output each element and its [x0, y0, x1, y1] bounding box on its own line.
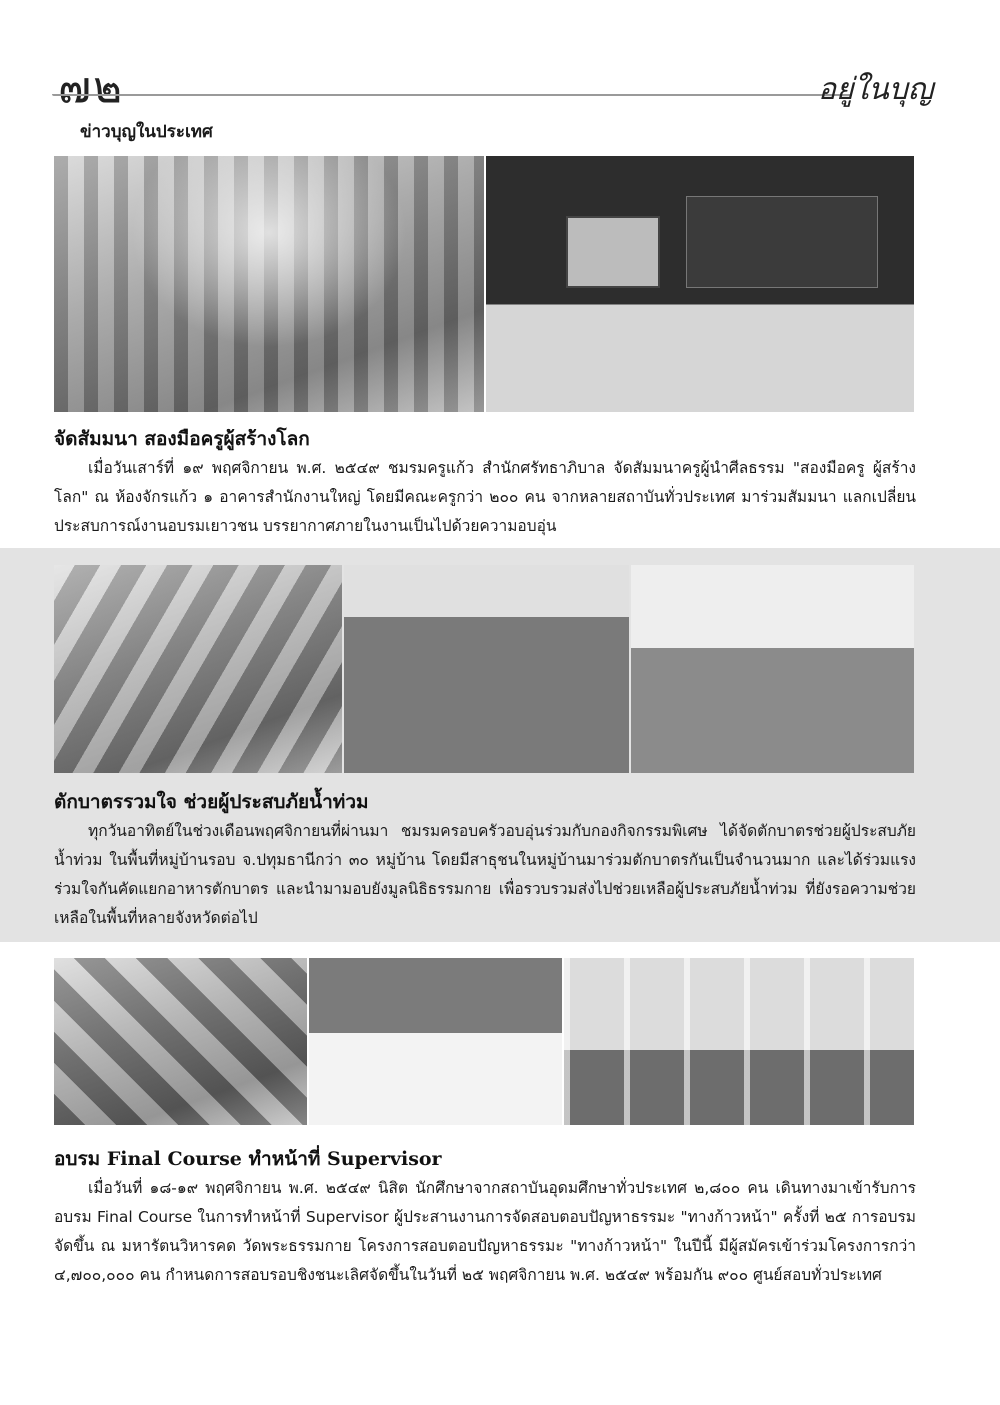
- page-header: [0, 0, 1000, 142]
- seminar-stage-photo: [486, 156, 914, 412]
- header-divider: [52, 94, 852, 96]
- students-group-photo: [309, 958, 562, 1125]
- article-paragraph: ทุกวันอาทิตย์ในช่วงเดือนพฤศจิกายนที่ผ่านมา ชมรมครอบครัวอบอุ่นร่วมกับกองกิจกรรมพิเศษ ได้จัดตักบาตรช่วยผู้ประสบภัยน้ำท่วม ในพื้นที่หมู่บ้านรอบ จ.ปทุมธานีกว่า ๓๐ หมู่บ้าน โดยมีสาธุชนในหมู่บ้านมาร่วมตักบาตรกันเป็นจำนวนมาก และได้ร่วมแรงร่วมใจกันคัดแยกอาหารตักบาตร และนำมามอบยังมูลนิธิธรรมกาย เพื่อรวบรวมส่งไปช่วยเหลือผู้ประสบภัยน้ำท่วม ที่ยังรอความช่วยเหลือในพื้นที่หลายจังหวัดต่อไป: [54, 822, 916, 927]
- village-monks-photo: [631, 565, 914, 773]
- section-title: ข่าวบุญในประเทศ: [80, 122, 213, 142]
- article-title: ตักบาตรรวมใจ ช่วยผู้ประสบภัยน้ำท่วม: [54, 791, 369, 813]
- article-body: [54, 1174, 916, 1290]
- article-paragraph: เมื่อวันที่ ๑๘-๑๙ พฤศจิกายน พ.ศ. ๒๕๔๙ นิสิต นักศึกษาจากสถาบันอุดมศึกษาทั่วประเทศ ๒,๘๐๐ คน เดินทางมาเข้ารับการอบรม Final Course ในการทำหน้าที่ Supervisor ผู้ประสานงานการจัดสอบตอบปัญหาธรรมะ "ทางก้าวหน้า" ครั้งที่ ๒๕ การอบรมจัดขึ้น ณ มหารัตนวิหารคด วัดพระธรรมกาย โครงการสอบตอบปัญหาธรรมะ "ทางก้าวหน้า" ในปีนี้ มีผู้สมัครเข้าร่วมโครงการกว่า ๔,๗๐๐,๐๐๐ คน กำหนดการสอบรอบชิงชนะเลิศจัดขึ้นในวันที่ ๒๕ พฤศจิกายน พ.ศ. ๒๕๔๙ พร้อมกัน ๙๐๐ ศูนย์สอบทั่วประเทศ: [54, 1179, 916, 1284]
- article-title: จัดสัมมนา สองมือครูผู้สร้างโลก: [54, 428, 310, 450]
- magazine-logo: อยู่ในบุญ: [818, 72, 934, 107]
- food-sorting-photo: [54, 565, 342, 773]
- alms-giving-photo: [344, 565, 629, 773]
- article-title: อบรม Final Course ทำหน้าที่ Supervisor: [54, 1148, 442, 1170]
- page-number: ๗๒: [58, 62, 125, 113]
- training-hall-photo: [564, 958, 914, 1125]
- seminar-audience-photo: [54, 156, 484, 412]
- article-body: [54, 817, 916, 933]
- article-body: [54, 454, 916, 541]
- students-writing-photo: [54, 958, 307, 1125]
- article-paragraph: เมื่อวันเสาร์ที่ ๑๙ พฤศจิกายน พ.ศ. ๒๕๔๙ ชมรมครูแก้ว สำนักศรัทธาภิบาล จัดสัมมนาครูผู้นำศีลธรรม "สองมือครู ผู้สร้างโลก" ณ ห้องจักรแก้ว ๑ อาคารสำนักงานใหญ่ โดยมีคณะครูกว่า ๒๐๐ คน จากหลายสถาบันทั่วประเทศ มาร่วมสัมมนา แลกเปลี่ยนประสบการณ์งานอบรมเยาวชน บรรยากาศภายในงานเป็นไปด้วยความอบอุ่น: [54, 459, 916, 535]
